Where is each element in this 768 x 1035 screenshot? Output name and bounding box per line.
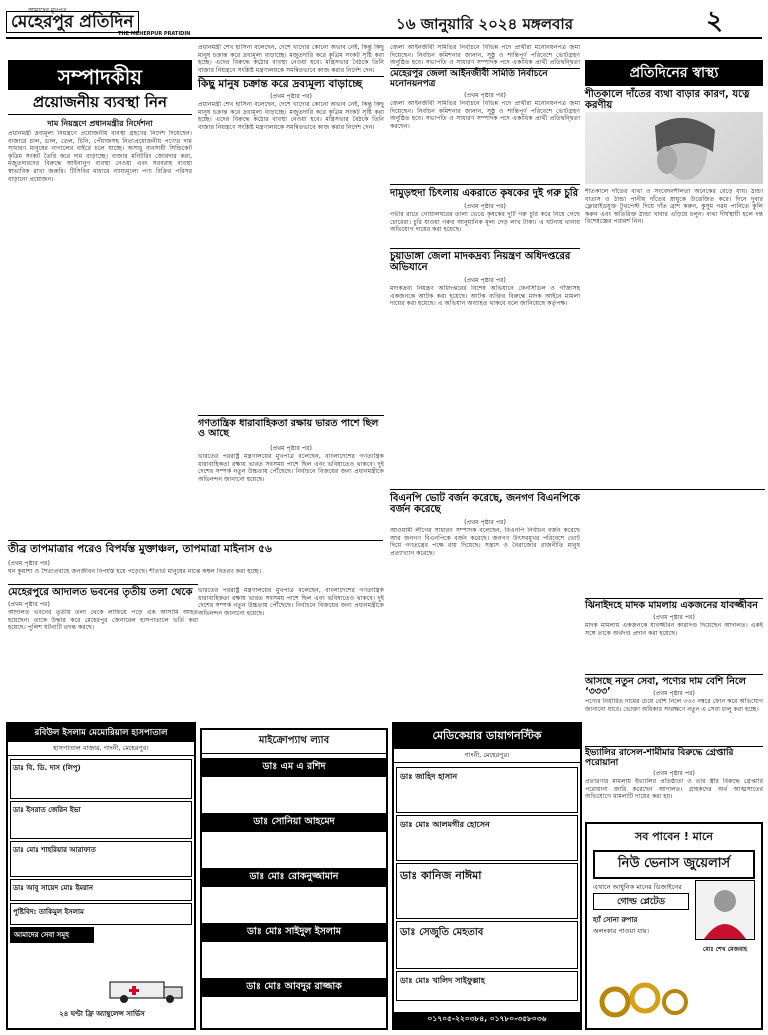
ibrahim-body: প্রতারণার মামলায় ইভ্যালির প্রতিষ্ঠাতা ও তার স্ত্রীর বিরুদ্ধে গ্রেপ্তারি পরোয়ানা জারি করেছেন আদালত। গ্রাহকদের অর্থ আত্মসাতের অভিযোগে মামলাটি দায়ের করা হয়।	[585, 778, 763, 801]
jhenaidah-body: মাদক মামলায় একজনকে যাবজ্জীবন কারাদণ্ড দিয়েছেন আদালত। একই সঙ্গে তাকে অর্থদণ্ড প্রদান করা হয়েছে।	[585, 622, 763, 637]
divider	[585, 746, 763, 747]
hospital-doctor: ডাঃ বি. ডি. দাস (লিপু)	[10, 759, 192, 799]
brand-logo: মেহেরপুর প্রতিদিন	[6, 11, 139, 33]
hospital-doctor: ডাঃ মোঃ শাহরিয়ার আরাফাত	[10, 841, 192, 877]
kichhu-body: প্রধানমন্ত্রী শেখ হাসিনা বলেছেন, দেশে খাদ্যের কোনো অভাব নেই, কিন্তু কিছু মানুষ চক্রান্ত করে দ্রব্যমূল্য বাড়াচ্ছে। মজুতদারি করে কৃত্রিম সংকট সৃষ্টি করা হচ্ছে। এদের বিরুদ্ধে কঠোর ব্যবস্থা নেওয়া হবে। মন্ত্রিসভার বৈঠকে তিনি বাজার নিয়ন্ত্রণে সংশ্লিষ্ট মন্ত্রণালয়কে সমন্বিতভাবে কাজ করার নির্দেশ দেন।	[198, 101, 384, 131]
ambulance-text: ২৪ ঘণ্টা ফ্রি অ্যাম্বুলেন্স সার্ভিস	[59, 1010, 145, 1018]
hospital-services: আমাদের সেবা সমূহ	[10, 927, 94, 943]
divider	[585, 598, 763, 599]
health-banner: প্রতিদিনের স্বাস্থ্য	[585, 60, 763, 86]
jewellers-ad	[585, 822, 763, 1030]
diagnostic-doctor: ডাঃ সেজুতি মেহতাব	[396, 921, 578, 969]
jhenaidah-headline: ঝিনাইদহে মাদক মামলায় একজনের যাবজ্জীবন	[585, 600, 758, 611]
health-body: শীতকালে দাঁতের ব্যথা ও সংবেদনশীলতা অনেকের বেড়ে যায়। ঠান্ডা বাতাস ও ঠান্ডা পানীয় দাঁতের স্নায়ুকে উত্তেজিত করে। দিনে দুবার ফ্লোরাইডযুক্ত টুথপেস্ট দিয়ে দাঁত ব্রাশ করুন, কুসুম গরম পানিতে কুলি করুন এবং অতিরিক্ত ঠান্ডা খাবার এড়িয়ে চলুন। ব্যথা দীর্ঘস্থায়ী হলে দন্ত বিশেষজ্ঞের পরামর্শ নিন।	[585, 188, 763, 226]
ibrahim-headline: ইভ্যালির রাসেল-শামীমার বিরুদ্ধে গ্রেপ্তারি পরোয়ানা	[585, 748, 734, 768]
chuadanga-headline: চুয়াডাঙ্গা জেলা মাদকদ্রব্য নিয়ন্ত্রণ অধিদপ্তরের অভিযানে	[390, 251, 571, 273]
ring-icon	[593, 974, 693, 1020]
kichhu-more: (প্রথম পৃষ্ঠার পর)	[270, 93, 312, 100]
hospital-doctor: ডাঃ আবু সায়েদ মোঃ ইমরান	[10, 879, 192, 901]
kichhu-headline: কিছু মানুষ চক্রান্ত করে দ্রব্যমূল্য বাড়াচ্ছে	[198, 78, 363, 90]
jewellers-top: সব পাবেন ! মানে	[635, 830, 713, 843]
lab-doctor-desc	[202, 887, 386, 923]
diagnostic-phone: ০১৭০৫-২২০৩৮৪, ০১৭৮০-৩৫৮০৩৬	[394, 1012, 580, 1028]
person-icon	[696, 881, 754, 939]
aschhe-more: (প্রথম পৃষ্ঠার পর)	[653, 690, 695, 697]
page-number: ২	[706, 6, 723, 36]
adalot-more: (প্রথম পৃষ্ঠার পর)	[8, 601, 50, 608]
diagnostic-address: গাংনী, মেহেরপুর।	[394, 749, 580, 763]
hospital-doctor: ডাঃ ইসরাত জেরিন ইভা	[10, 801, 192, 839]
jhenaidah-more: (প্রথম পৃষ্ঠার পর)	[653, 614, 695, 621]
jewellers-line2: গোল্ড প্লেটেড	[593, 893, 689, 910]
ambulance-image	[108, 978, 186, 1004]
lab-doctor-desc	[202, 832, 386, 868]
divider	[8, 584, 198, 585]
woman-toothache-icon	[585, 112, 763, 184]
editorial-subhead: দাম নিয়ন্ত্রণে প্রধানমন্ত্রীর নির্দেশনা	[47, 119, 153, 128]
third-top-body: জেলা আইনজীবী সমিতির নির্বাচনে বিভিন্ন পদে প্রার্থীরা মনোনয়নপত্র জমা দিয়েছেন। নির্বাচন কমিশনার জানান, সুষ্ঠু ও শান্তিপূর্ণ পরিবেশে ভোটগ্রহণ অনুষ্ঠিত হবে। সভাপতি ও সাধারণ সম্পাদক পদে একাধিক প্রার্থী প্রতিদ্বন্দ্বিতা	[390, 44, 580, 67]
center-lower-body: ভারতের পররাষ্ট্র মন্ত্রণালয়ের মুখপাত্র বলেছেন, বাংলাদেশের গণতান্ত্রিক ধারাবাহিকতা রক্ষায় ভারত সবসময় পাশে ছিল এবং ভবিষ্যতেও থাকবে। দুই দেশের সম্পর্ক নতুন উচ্চতায় পৌঁছেছে। নির্বাচনে বিজয়ের জন্য প্রধানমন্ত্রীকে অভিনন্দন জানানো হয়েছে।	[198, 587, 384, 617]
ainjibi-headline: মেহেরপুর জেলা আইনজীবী সমিতি নির্বাচনে মনোনয়নপত্র	[390, 69, 548, 89]
adalot-headline: মেহেরপুরে আদালত ভবনের তৃতীয় তলা থেকে	[8, 587, 193, 598]
diagnostic-doctor: ডাঃ মোঃ খালিদ সাইফুল্লাহ	[396, 971, 578, 1001]
divider	[198, 76, 384, 77]
brand-small: আমাদের মুখপত্র	[28, 7, 67, 14]
lab-doctor: ডাঃ মোঃ আবদুর রাজ্জাক	[202, 978, 386, 997]
lab-ad	[200, 728, 388, 1030]
editorial-headline: প্রয়োজনীয় ব্যবস্থা নিন	[8, 94, 192, 115]
hospital-ad	[6, 722, 196, 1030]
jewellers-line1: এখানে আধুনিক মানের ডিজাইনের	[593, 883, 682, 891]
lab-doctor: ডাঃ এম এ রশিদ	[202, 758, 386, 777]
diagnostic-name: মেডিকেয়ার ডায়াগনস্টিক	[394, 724, 580, 749]
brand-en: THE MEHERPUR PRATIDIN	[118, 31, 191, 37]
diagnostic-doctor: ডাঃ মোঃ আলমগীর হোসেন	[396, 815, 578, 861]
hospital-doctor: পুষ্টিবিদ: তাকিমুল ইসলাম	[10, 903, 192, 925]
ibrahim-more: (প্রথম পৃষ্ঠার পর)	[653, 770, 695, 777]
chuadanga-body: মাদকদ্রব্য নিয়ন্ত্রণ অধিদপ্তরের বিশেষ অভিযানে ফেনসিডিল ও গাঁজাসহ একজনকে আটক করা হয়েছে। আটক ব্যক্তির বিরুদ্ধে মাদক আইনে মামলা দায়ের করা হয়েছে। এ অভিযান অব্যাহত থাকবে বলে জানিয়েছে কর্তৃপক্ষ।	[390, 285, 580, 308]
bnp-body: আওয়ামী লীগের সাধারণ সম্পাদক বলেছেন, বিএনপি নির্বাচন বর্জন করেছে আর জনগণ বিএনপিকে বর্জন করেছে। জনগণ উৎসবমুখর পরিবেশে ভোট দিয়ে গণতন্ত্রের পক্ষে রায় দিয়েছে। সন্ত্রাস ও নৈরাজ্যের রাজনীতি মানুষ প্রত্যাখ্যান করেছে।	[390, 527, 580, 557]
masthead	[6, 5, 762, 39]
ganatantrik-body: ভারতের পররাষ্ট্র মন্ত্রণালয়ের মুখপাত্র বলেছেন, বাংলাদেশের গণতান্ত্রিক ধারাবাহিকতা রক্ষায় ভারত সবসময় পাশে ছিল এবং ভবিষ্যতেও থাকবে। দুই দেশের সম্পর্ক নতুন উচ্চতায় পৌঁছেছে। নির্বাচনে বিজয়ের জন্য প্রধানমন্ত্রীকে অভিনন্দন জানানো হয়েছে।	[198, 453, 384, 483]
lab-doctor-desc	[202, 942, 386, 978]
damurhuda-more: (প্রথম পৃষ্ঠার পর)	[464, 203, 506, 210]
diagnostic-doctor: ডাঃ কানিজ নাঈমা	[396, 863, 578, 919]
owner-photo	[695, 880, 755, 940]
damurhuda-body: গভীর রাতে গোয়ালঘরের তালা ভেঙে কৃষকের দুটি গরু চুরি করে নিয়ে গেছে চোরেরা। চুরি যাওয়া গরুর আনুমানিক মূল্য দেড় লাখ টাকা। এ ঘটনায় থানায় অভিযোগ দায়ের করা হয়েছে।	[390, 211, 580, 234]
divider	[390, 184, 580, 185]
diagnostic-doctor: ডাঃ জাহিদ হাসান	[396, 767, 578, 813]
hospital-name: রবিউল ইসলাম মেমোরিয়াল হাসপাতাল	[8, 724, 194, 742]
jewellers-line4: অলংকার পাওয়া যায়।	[593, 927, 649, 935]
jewellery-image	[593, 974, 693, 1020]
health-headline: শীতকালে দাঁতের ব্যথা বাড়ার কারণ, যত্নে করণীয়	[585, 89, 750, 111]
divider	[585, 674, 763, 675]
lab-doctor: ডাঃ সোনিয়া আহমেদ	[202, 813, 386, 832]
ganatantrik-headline: গণতান্ত্রিক ধারাবাহিকতা রক্ষায় ভারত পাশে ছিল ও আছে	[198, 418, 379, 440]
jewellers-name: নিউ ভেনাস জুয়েলার্স	[593, 850, 755, 879]
toothache-photo	[585, 112, 763, 184]
editorial-body: প্রধানমন্ত্রী দ্রব্যমূল্য নিয়ন্ত্রণে প্রয়োজনীয় ব্যবস্থা গ্রহণের নির্দেশ দিয়েছেন। বাজারে চাল, ডাল, তেল, চিনি, পেঁয়াজসহ নিত্যপ্রয়োজনীয় পণ্যের দাম সাধারণ মানুষের নাগালের বাইরে চলে যাচ্ছে। অসাধু ব্যবসায়ী সিন্ডিকেট কৃত্রিম সংকট তৈরি করে দাম বাড়াচ্ছে। বাজার মনিটরিং জোরদার করা, মজুতদারদের বিরুদ্ধে আইনানুগ ব্যবস্থা নেওয়া এবং সরবরাহ ব্যবস্থা স্বাভাবিক রাখা জরুরি। টিসিবির মাধ্যমে ন্যায্যমূল্যে পণ্য বিক্রির পরিসর বাড়ানো প্রয়োজন।	[8, 130, 192, 183]
bnp-more: (প্রথম পৃষ্ঠার পর)	[464, 519, 506, 526]
lab-doctor: ডাঃ মোঃ রোকনুজ্জামান	[202, 868, 386, 887]
tibro-more: (প্রথম পৃষ্ঠার পর)	[8, 560, 50, 567]
diagnostic-ad	[392, 722, 582, 1030]
ganatantrik-more: (প্রথম পৃষ্ঠার পর)	[270, 445, 312, 452]
ainjibi-more: (প্রথম পৃষ্ঠার পর)	[464, 92, 506, 99]
lab-name: মাইক্রোপ্যাথ ল্যাব	[202, 730, 386, 754]
ambulance-icon	[108, 978, 186, 1004]
jewellers-line3: হ্যাঁ সোনা রুপার	[593, 916, 638, 924]
center-intro	[198, 44, 384, 74]
divider	[198, 415, 384, 416]
aschhe-body: পণ্যের নির্ধারিত দামের চেয়ে বেশি নিলে ৩৩৩ নম্বরে ফোন করে অভিযোগ জানানো যাবে। ভোক্তা অধিকার সংরক্ষণে নতুন এ সেবা চালু করা হচ্ছে।	[585, 698, 763, 713]
tibro-headline: তীব্র তাপমাত্রার পরেও বিপর্যস্ত মুক্তাঞ্চল, তাপমাত্রা মাইনাস ৫৬	[8, 543, 272, 555]
aschhe-headline: আসছে নতুন সেবা, পণ্যের দাম বেশি নিলে ‘৩৩৩’	[585, 676, 746, 698]
editorial-banner: সম্পাদকীয়	[8, 60, 192, 90]
lab-doctor: ডাঃ মোঃ সাইদুল ইসলাম	[202, 923, 386, 942]
lab-doctor-desc	[202, 777, 386, 813]
hospital-address: হাসপাতাল বাজার, গাংনী, মেহেরপুর।	[8, 742, 194, 756]
date-line: ১৬ জানুয়ারি ২০২৪ মঙ্গলবার	[396, 15, 573, 33]
adalot-body: আদালত ভবনের তৃতীয় তলা থেকে লাফিয়ে পড়ে এক আসামি আহত হয়েছেন। তাকে উদ্ধার করে মেহেরপুর জেনারেল হাসপাতালে ভর্তি করা হয়েছে। পুলিশ ঘটনাটি তদন্ত করছে।	[8, 609, 198, 632]
tibro-body: ঘন কুয়াশা ও শৈত্যপ্রবাহে জনজীবন বিপর্যস্ত হয়ে পড়েছে। শীতার্ত মানুষের মাঝে কম্বল বিতরণ করা হচ্ছে।	[8, 568, 262, 575]
chuadanga-more: (প্রথম পৃষ্ঠার পর)	[464, 277, 506, 284]
ainjibi-body: জেলা আইনজীবী সমিতির নির্বাচনে বিভিন্ন পদে প্রার্থীরা মনোনয়নপত্র জমা দিয়েছেন। নির্বাচন কমিশনার জানান, সুষ্ঠু ও শান্তিপূর্ণ পরিবেশে ভোটগ্রহণ অনুষ্ঠিত হবে। সভাপতি ও সাধারণ সম্পাদক পদে একাধিক প্রার্থী প্রতিদ্বন্দ্বিতা করছেন।	[390, 100, 580, 130]
divider	[8, 540, 383, 541]
damurhuda-headline: দামুড়হুদা চিৎলায় একরাতে কৃষকের দুই গরু চুরি	[390, 188, 579, 199]
owner-name: মোঃ শেখ মেজবাহ	[702, 946, 748, 953]
divider	[390, 248, 580, 249]
center-intro-text: প্রধানমন্ত্রী শেখ হাসিনা বলেছেন, দেশে খাদ্যের কোনো অভাব নেই, কিন্তু কিছু মানুষ চক্রান্ত করে দ্রব্যমূল্য বাড়াচ্ছে। মজুতদারি করে কৃত্রিম সংকট সৃষ্টি করা হচ্ছে। এদের বিরুদ্ধে কঠোর ব্যবস্থা নেওয়া হবে। মন্ত্রিসভার বৈঠকে তিনি বাজার নিয়ন্ত্রণে সংশ্লিষ্ট মন্ত্রণালয়কে সমন্বিতভাবে কাজ করার নির্দেশ দেন।	[198, 44, 384, 74]
bnp-headline: বিএনপি ভোট বর্জন করেছে, জনগণ বিএনপিকে বর্জন করেছে	[390, 493, 580, 515]
